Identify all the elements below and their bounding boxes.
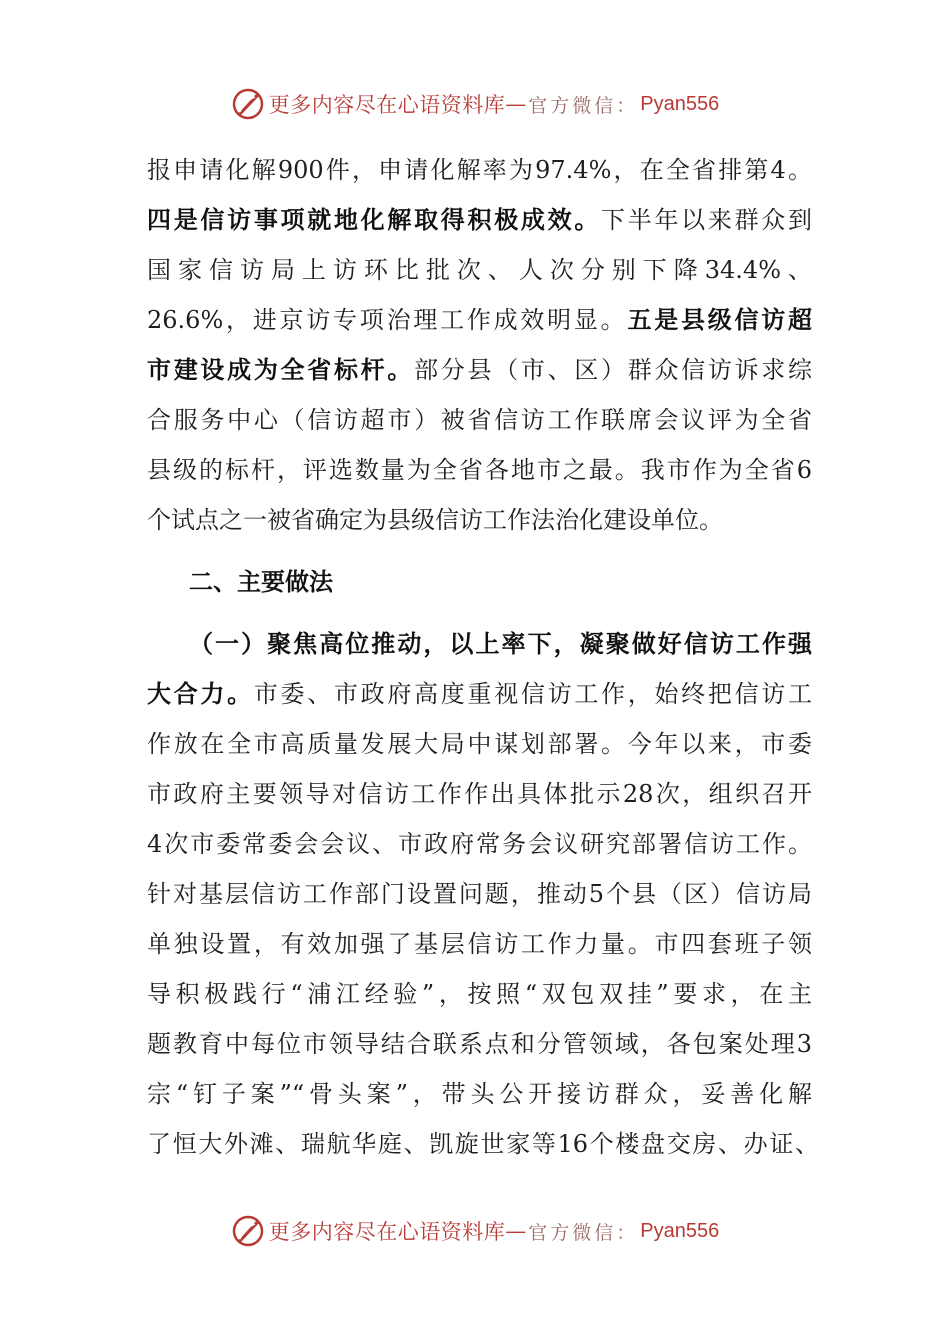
text-line: 报申请化解900件，申请化解率为97.4%，在全省排第4。 — [147, 156, 812, 184]
text-line: 26.6%，进京访专项治理工作成效明显。五是县级信访超 — [147, 305, 813, 334]
banner-text: 更多内容尽在心语资料库 — [268, 1220, 506, 1244]
text-line: 国家信访局上访环比批次、人次分别下降34.4%、 — [147, 256, 812, 284]
header-banner — [0, 84, 950, 124]
banner-label: 官方微信： — [528, 1221, 639, 1244]
banner-wechat-id: Pyan556 — [640, 92, 720, 115]
banner-separator: — — [505, 1219, 527, 1243]
text-line: 针对基层信访工作部门设置问题，推动5个县（区）信访局 — [147, 880, 812, 908]
text-line: 市建设成为全省标杆。部分县（市、区）群众信访诉求综 — [147, 355, 813, 384]
text-line: 4次市委常委会会议、市政府常务会议研究部署信访工作。 — [147, 830, 812, 858]
text-line: 市政府主要领导对信访工作作出具体批示28次，组织召开 — [147, 780, 812, 808]
subsection-heading: （一）聚焦高位推动，以上率下，凝聚做好信访工作强 — [189, 629, 812, 658]
text-line: 大合力。市委、市政府高度重视信访工作，始终把信访工 — [147, 679, 813, 708]
footer-banner — [0, 1211, 950, 1251]
quill-logo-icon — [231, 87, 265, 121]
text-line: 四是信访事项就地化解取得积极成效。下半年以来群众到 — [147, 205, 813, 234]
text-line: 作放在全市高质量发展大局中谋划部署。今年以来，市委 — [147, 730, 812, 758]
text-line: 导积极践行“浦江经验”，按照“双包双挂”要求，在主 — [147, 980, 812, 1008]
quill-logo-icon — [231, 1214, 265, 1248]
text-line: 合服务中心（信访超市）被省信访工作联席会议评为全省 — [147, 406, 812, 434]
text-line: 单独设置，有效加强了基层信访工作力量。市四套班子领 — [147, 930, 812, 958]
text-line: 县级的标杆，评选数量为全省各地市之最。我市作为全省6 — [147, 456, 812, 484]
text-line: 宗“钉子案”“骨头案”，带头公开接访群众，妥善化解 — [147, 1080, 812, 1108]
section-heading: 二、主要做法 — [189, 567, 333, 596]
banner-wechat-id: Pyan556 — [640, 1219, 720, 1242]
banner-label: 官方微信： — [528, 94, 639, 117]
text-line: 了恒大外滩、瑞航华庭、凯旋世家等16个楼盘交房、办证、 — [147, 1130, 819, 1158]
banner-separator: — — [505, 92, 527, 116]
text-line: 个试点之一被省确定为县级信访工作法治化建设单位。 — [147, 506, 723, 534]
banner-text: 更多内容尽在心语资料库 — [268, 93, 506, 117]
text-line: 题教育中每位市领导结合联系点和分管领域，各包案处理3 — [147, 1030, 812, 1058]
